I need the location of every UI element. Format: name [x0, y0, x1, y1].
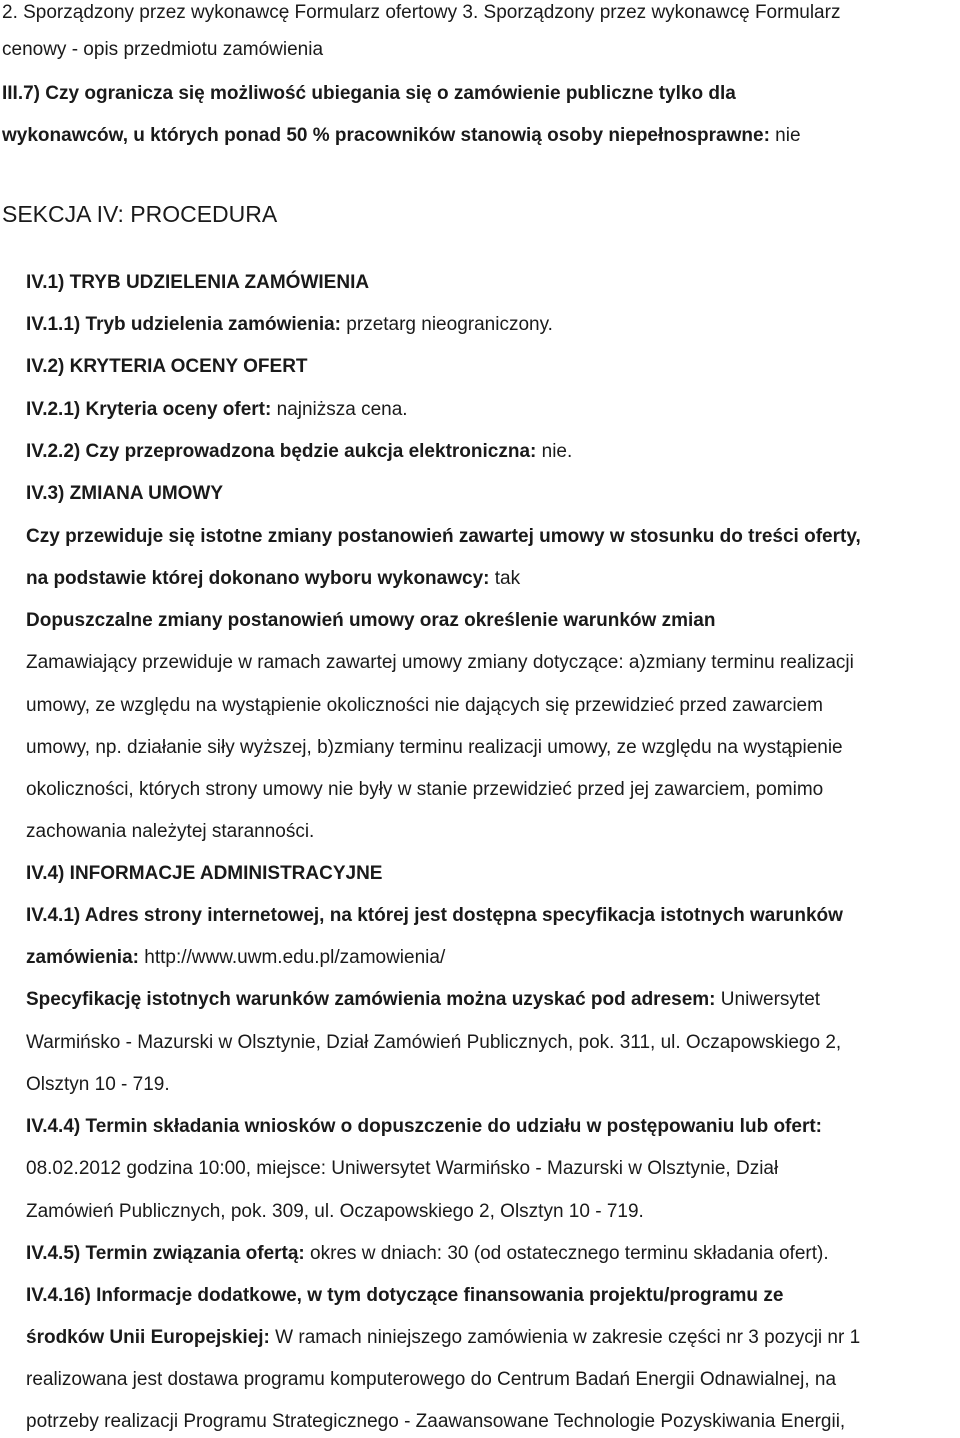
- field-value: przetarg nieograniczony.: [341, 314, 553, 335]
- field-iv44: [26, 1115, 822, 1139]
- paragraph-line: umowy, np. działanie siły wyższej, b)zmiany terminu realizacji umowy, ze względu na wystąpienie: [26, 737, 843, 758]
- field-label: IV.4.16) Informacje dodatkowe, w tym dotyczące finansowania projektu/programu ze: [26, 1285, 784, 1306]
- field-value: W ramach niniejszego zamówienia w zakresie części nr 3 pozycji nr 1: [269, 1327, 861, 1348]
- paragraph-line: realizowana jest dostawa programu komputerowego do Centrum Badań Energii Odnawialnej, na: [26, 1369, 837, 1390]
- field-value: najniższa cena.: [271, 399, 408, 420]
- question-answer: tak: [489, 568, 521, 589]
- paragraph-line: potrzeby realizacji Programu Strategicznego - Zaawansowane Technologie Pozyskiwania Energii,: [26, 1411, 846, 1432]
- field-value: nie.: [536, 441, 573, 462]
- field-value: Uniwersytet: [715, 989, 821, 1010]
- question-label: III.7) Czy ogranicza się możliwość ubiegania się o zamówienie publiczne tylko dla: [2, 83, 736, 104]
- paragraph-line: 08.02.2012 godzina 10:00, miejsce: Uniwersytet Warmińsko - Mazurski w Olsztynie, Dział: [26, 1158, 779, 1179]
- field-label: IV.4.1) Adres strony internetowej, na której jest dostępna specyfikacja istotnych warunków: [26, 905, 843, 926]
- field-label: IV.2.2) Czy przeprowadzona będzie aukcja elektroniczna:: [26, 441, 537, 462]
- field-iv45: [26, 1242, 829, 1266]
- paragraph-line: Zamówień Publicznych, pok. 309, ul. Oczapowskiego 2, Olsztyn 10 - 719.: [26, 1201, 644, 1222]
- field-label: zamówienia:: [26, 947, 139, 968]
- paragraph-line: umowy, ze względu na wystąpienie okoliczności nie dających się przewidzieć przed zawarciem: [26, 695, 823, 716]
- field-label: IV.4.4) Termin składania wniosków o dopuszczenie do udziału w postępowaniu lub ofert:: [26, 1116, 822, 1137]
- field-iv11: [26, 313, 553, 337]
- field-iv416: [26, 1326, 860, 1350]
- paragraph-line: Olsztyn 10 - 719.: [26, 1074, 170, 1095]
- field-value: okres w dniach: 30 (od ostatecznego terminu składania ofert).: [304, 1243, 829, 1264]
- paragraph-line: Warmińsko - Mazurski w Olsztynie, Dział Zamówień Publicznych, pok. 311, ul. Oczapowskiego 2,: [26, 1032, 842, 1053]
- question-label: wykonawców, u których ponad 50 % pracowników stanowią osoby niepełnosprawne:: [2, 125, 770, 146]
- paragraph-line: zachowania należytej staranności.: [26, 821, 315, 842]
- field-iv416: [26, 1284, 783, 1308]
- question-iv3: [26, 525, 861, 549]
- field-label: IV.2.1) Kryteria oceny ofert:: [26, 399, 272, 420]
- heading-iv1: IV.1) TRYB UDZIELENIA ZAMÓWIENIA: [26, 272, 370, 293]
- question-answer: nie: [769, 125, 801, 146]
- field-iv21: [26, 398, 408, 422]
- field-iv41: [26, 904, 843, 928]
- intro-line: cenowy - opis przedmiotu zamówienia: [2, 39, 324, 60]
- question-iii7: [2, 124, 801, 148]
- field-siwz: [26, 988, 820, 1012]
- field-iv41: [26, 946, 445, 970]
- intro-line: 2. Sporządzony przez wykonawcę Formularz ofertowy 3. Sporządzony przez wykonawcę Formularz: [2, 2, 841, 23]
- question-label: na podstawie której dokonano wyboru wykonawcy:: [26, 568, 490, 589]
- heading-iv4: IV.4) INFORMACJE ADMINISTRACYJNE: [26, 863, 383, 884]
- url-value: http://www.uwm.edu.pl/zamowienia/: [138, 947, 446, 968]
- field-label: IV.1.1) Tryb udzielenia zamówienia:: [26, 314, 342, 335]
- field-label: Specyfikację istotnych warunków zamówienia można uzyskać pod adresem:: [26, 989, 716, 1010]
- heading-iv3: IV.3) ZMIANA UMOWY: [26, 483, 224, 504]
- field-label: IV.4.5) Termin związania ofertą:: [26, 1243, 305, 1264]
- question-label: Czy przewiduje się istotne zmiany postanowień zawartej umowy w stosunku do treści oferty,: [26, 526, 861, 547]
- heading-iv2: IV.2) KRYTERIA OCENY OFERT: [26, 356, 308, 377]
- paragraph-line: okoliczności, których strony umowy nie były w stanie przewidzieć przed jej zawarciem, pomimo: [26, 779, 824, 800]
- field-label: środków Unii Europejskiej:: [26, 1327, 270, 1348]
- question-iv3: [26, 567, 520, 591]
- subheading-iv3: Dopuszczalne zmiany postanowień umowy oraz określenie warunków zmian: [26, 610, 716, 631]
- field-iv22: [26, 440, 572, 464]
- question-iii7: [2, 82, 736, 106]
- paragraph-line: Zamawiający przewiduje w ramach zawartej umowy zmiany dotyczące: a)zmiany terminu realizacji: [26, 652, 854, 673]
- section-title: SEKCJA IV: PROCEDURA: [2, 201, 278, 227]
